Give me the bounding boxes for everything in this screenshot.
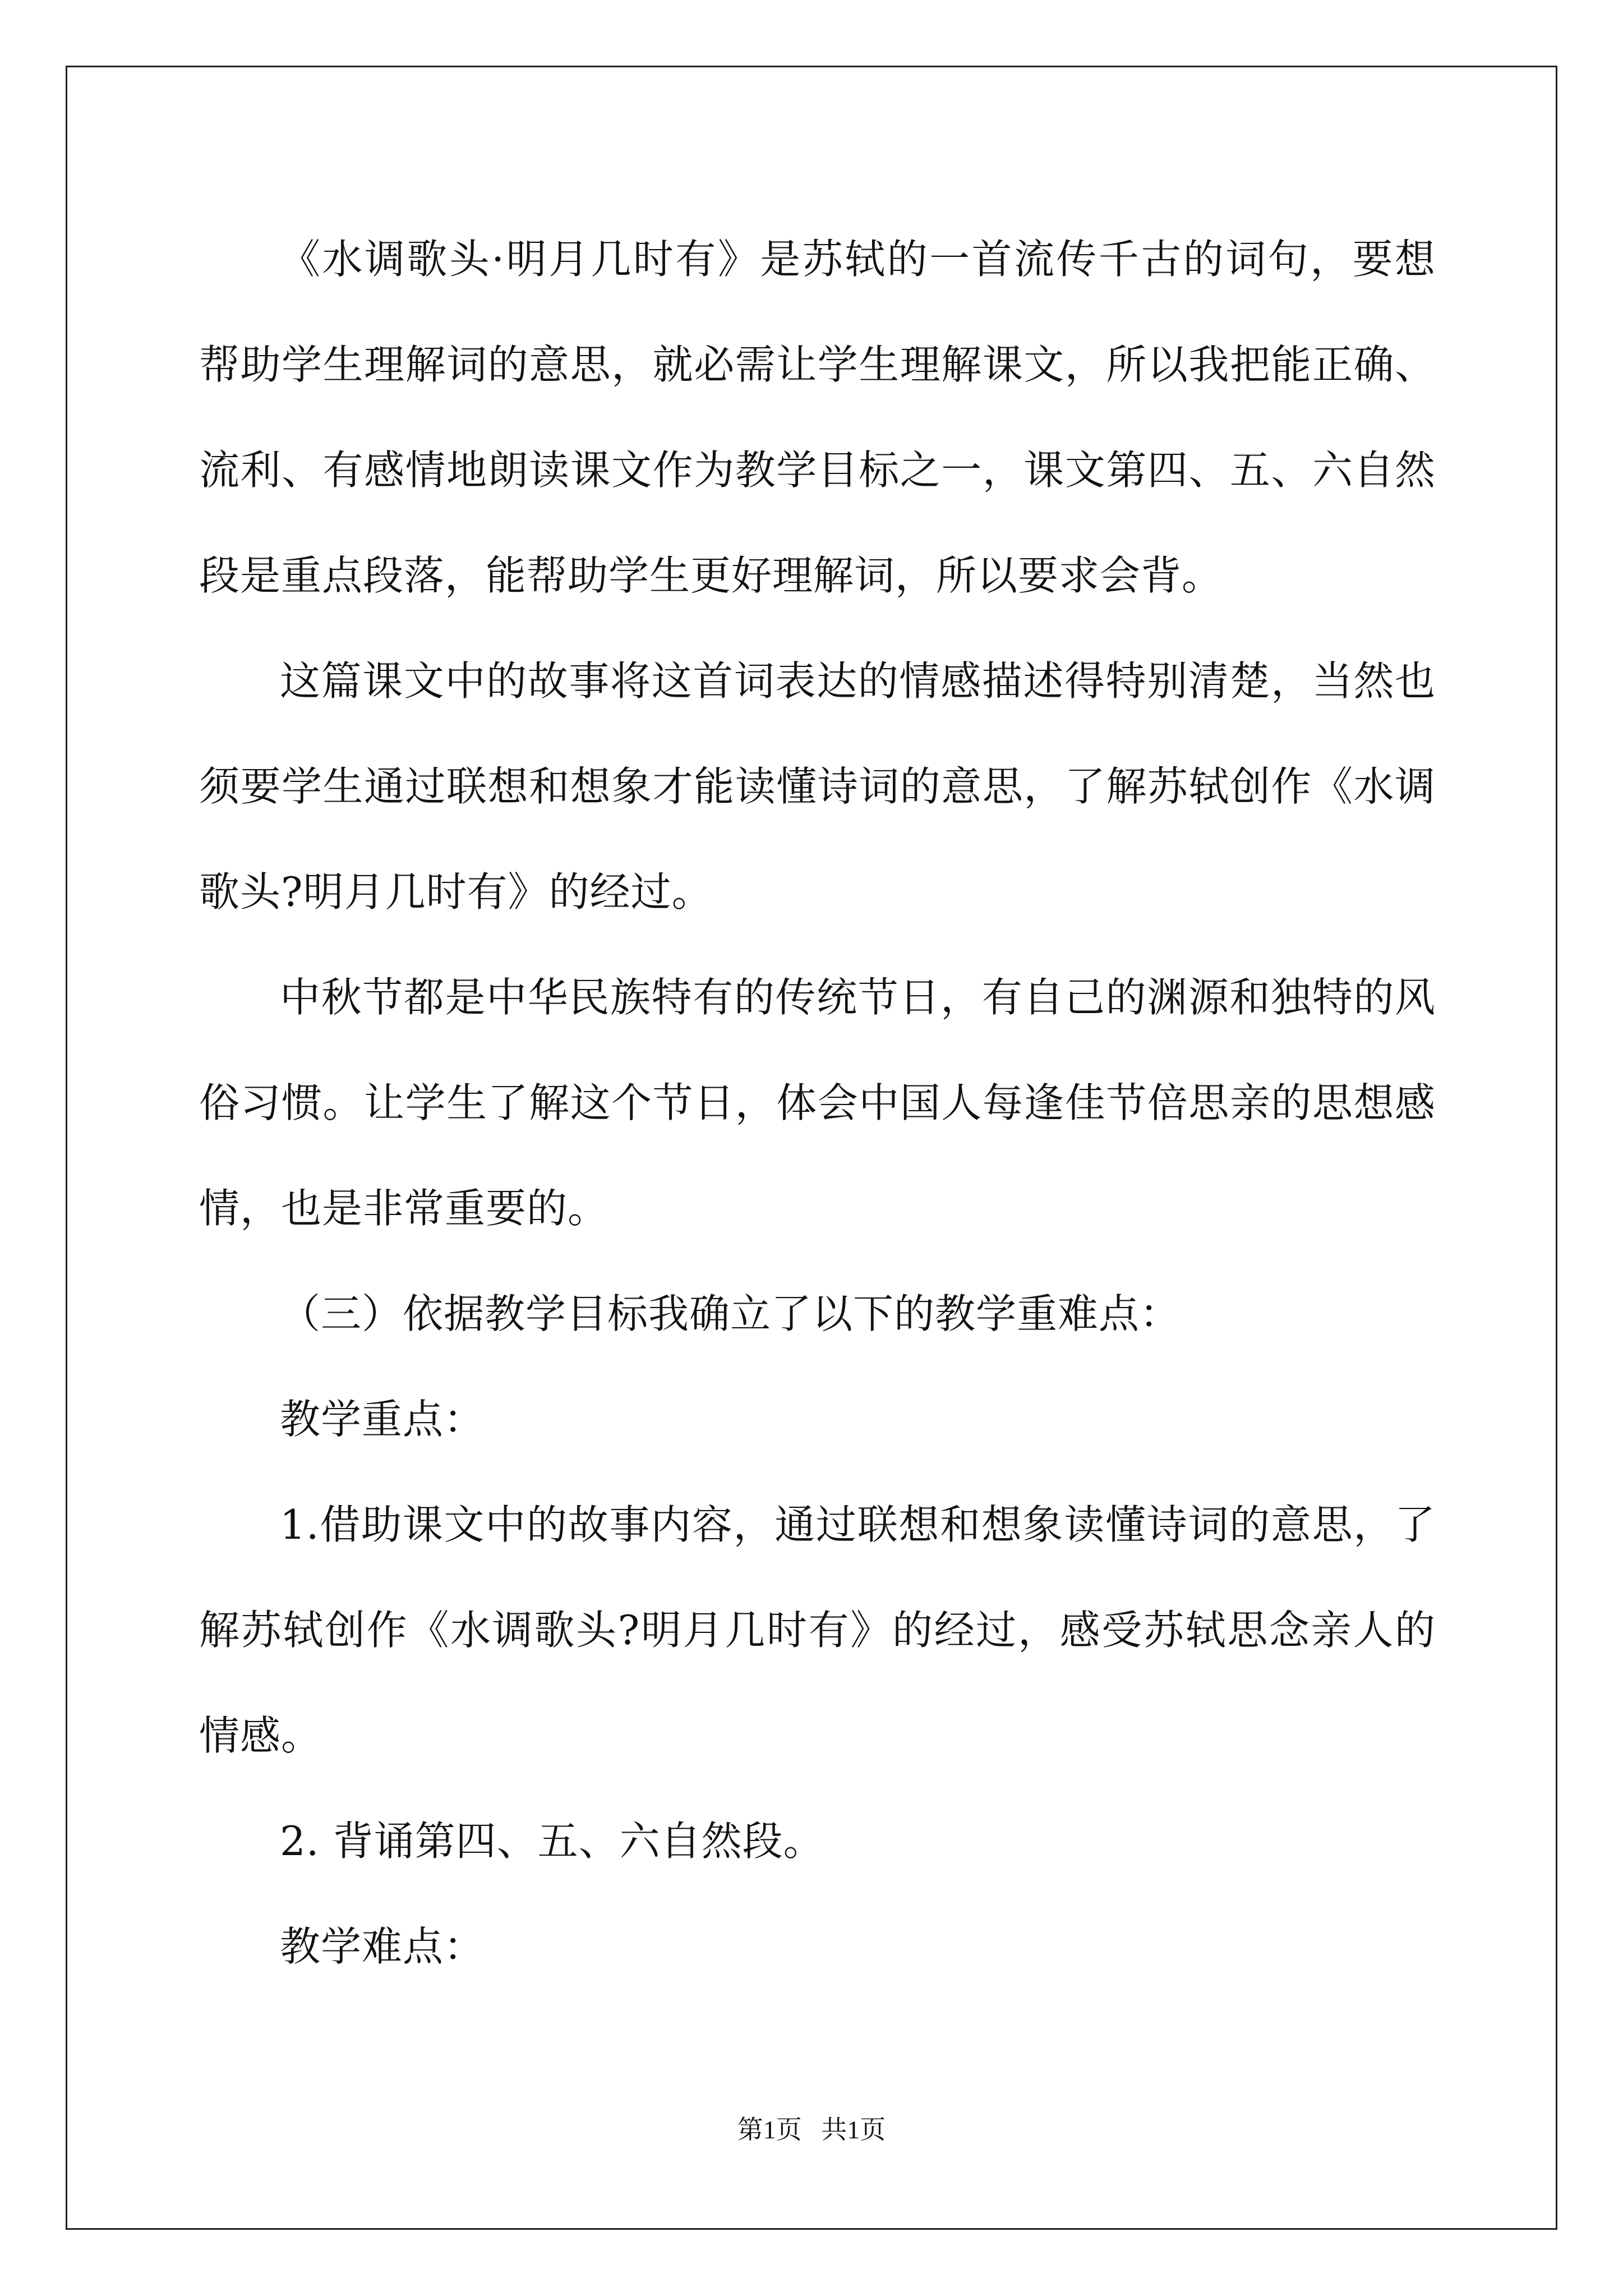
document-body: [199, 206, 1436, 1999]
paragraph-story: 这篇课文中的故事将这首词表达的情感描述得特别清楚，当然也须要学生通过联想和想象才能读懂诗词的意思，了解苏轼创作《水调歌头?明月几时有》的经过。: [199, 657, 1436, 915]
paragraph-festival: 中秋节都是中华民族特有的传统节日，有自己的渊源和独特的风俗习惯。让学生了解这个节日，体会中国人每逢佳节倍思亲的思想感情，也是非常重要的。: [199, 974, 1436, 1232]
difficulties-heading: 教学难点：: [280, 1923, 485, 1970]
paragraph-intro: 《水调歌头·明月几时有》是苏轼的一首流传千古的词句，要想帮助学生理解词的意思，就必需让学生理解课文，所以我把能正确、流利、有感情地朗读课文作为教学目标之一，课文第四、五、六自然段是重点段落，能帮助学生更好理解词，所以要求会背。: [199, 236, 1436, 599]
key-point-1: 1.借助课文中的故事内容，通过联想和想象读懂诗词的意思，了解苏轼创作《水调歌头?明月几时有》的经过，感受苏轼思念亲人的情感。: [199, 1501, 1436, 1759]
section-heading: （三）依据教学目标我确立了以下的教学重难点：: [280, 1290, 1181, 1337]
page-number: 第1页 共1页: [737, 2115, 886, 2144]
key-point-2: 2. 背诵第四、五、六自然段。: [280, 1818, 824, 1865]
key-points-heading: 教学重点：: [280, 1396, 485, 1443]
